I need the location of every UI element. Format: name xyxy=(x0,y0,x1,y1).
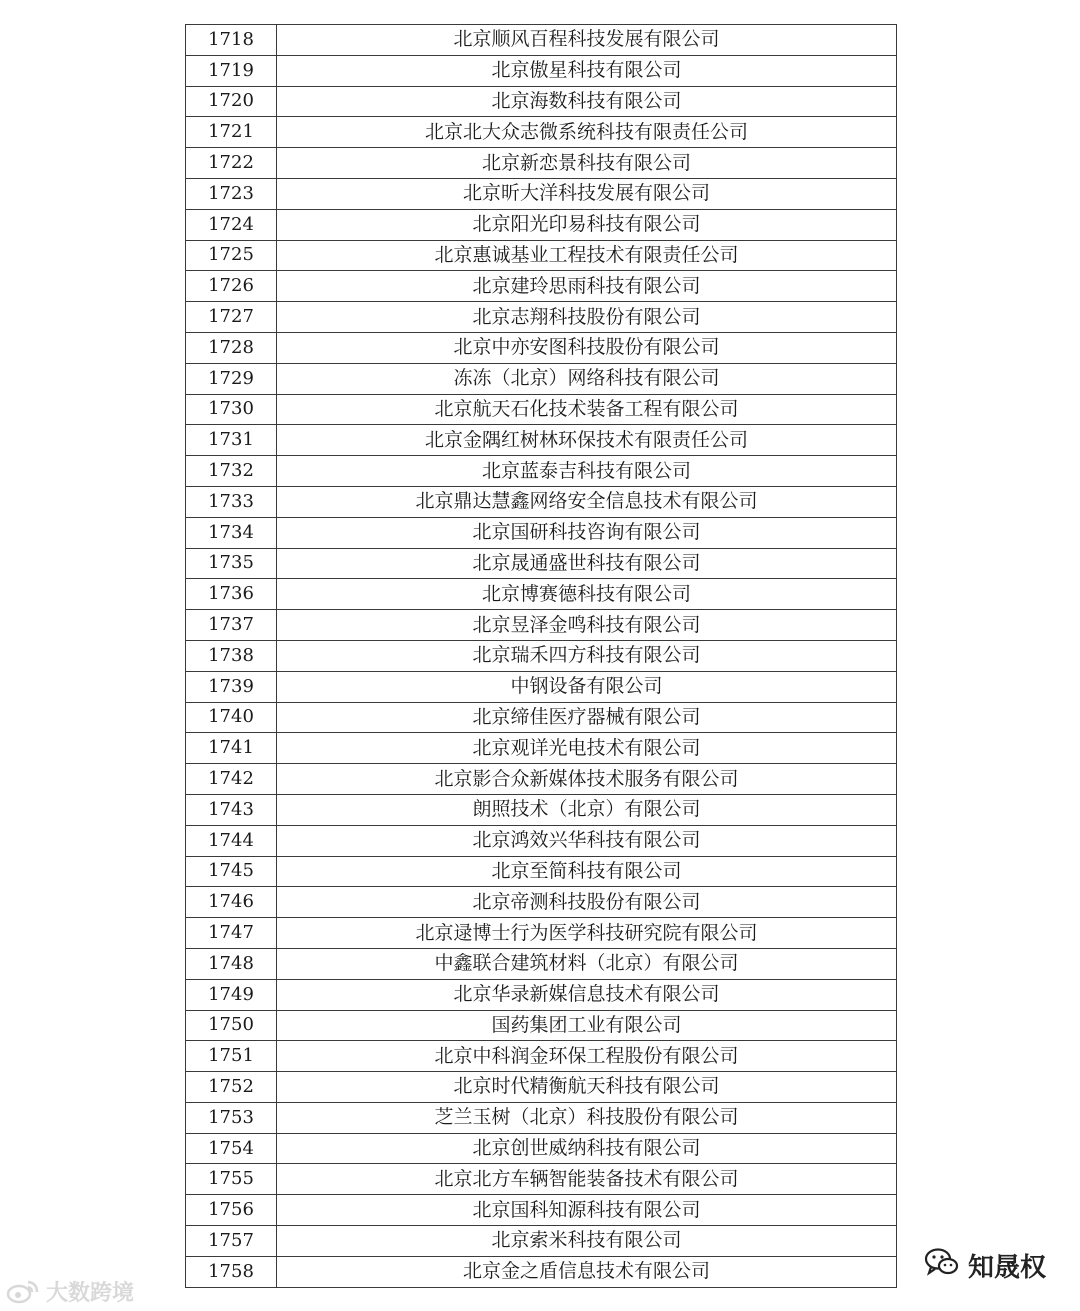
company-name-cell: 中钢设备有限公司 xyxy=(277,671,897,702)
company-name-cell: 北京阳光印易科技有限公司 xyxy=(277,209,897,240)
company-name-cell: 北京中科润金环保工程股份有限公司 xyxy=(277,1041,897,1072)
row-number-cell: 1736 xyxy=(186,579,277,610)
row-number-cell: 1737 xyxy=(186,610,277,641)
watermark-right xyxy=(924,1247,1046,1284)
table-row xyxy=(186,456,897,487)
row-number-cell: 1729 xyxy=(186,363,277,394)
table-row xyxy=(186,640,897,671)
company-name-cell: 北京至简科技有限公司 xyxy=(277,856,897,887)
table-row xyxy=(186,794,897,825)
row-number-cell: 1754 xyxy=(186,1133,277,1164)
table-row xyxy=(186,178,897,209)
company-name-cell: 中鑫联合建筑材料（北京）有限公司 xyxy=(277,948,897,979)
table-row xyxy=(186,394,897,425)
row-number-cell: 1738 xyxy=(186,640,277,671)
row-number-cell: 1741 xyxy=(186,733,277,764)
company-name-cell: 冻冻（北京）网络科技有限公司 xyxy=(277,363,897,394)
row-number-cell: 1747 xyxy=(186,918,277,949)
table-row xyxy=(186,1072,897,1103)
table-row xyxy=(186,240,897,271)
row-number-cell: 1755 xyxy=(186,1164,277,1195)
table-row xyxy=(186,1164,897,1195)
company-name-cell: 北京航天石化技术装备工程有限公司 xyxy=(277,394,897,425)
company-name-cell: 北京新恋景科技有限公司 xyxy=(277,148,897,179)
table-row xyxy=(186,856,897,887)
company-name-cell: 北京创世威纳科技有限公司 xyxy=(277,1133,897,1164)
table-row xyxy=(186,825,897,856)
table-row xyxy=(186,117,897,148)
table-row xyxy=(186,209,897,240)
row-number-cell: 1743 xyxy=(186,794,277,825)
wechat-logo-icon xyxy=(924,1247,960,1284)
watermark-right-text: 知晟权 xyxy=(968,1253,1047,1283)
table-row xyxy=(186,579,897,610)
table-row xyxy=(186,517,897,548)
row-number-cell: 1728 xyxy=(186,332,277,363)
row-number-cell: 1724 xyxy=(186,209,277,240)
row-number-cell: 1727 xyxy=(186,302,277,333)
company-name-cell: 北京金之盾信息技术有限公司 xyxy=(277,1256,897,1287)
row-number-cell: 1746 xyxy=(186,887,277,918)
watermark-left-text: 大数跨境 xyxy=(46,1281,135,1306)
company-name-cell: 北京影合众新媒体技术服务有限公司 xyxy=(277,764,897,795)
table-row xyxy=(186,302,897,333)
row-number-cell: 1731 xyxy=(186,425,277,456)
row-number-cell: 1721 xyxy=(186,117,277,148)
company-name-cell: 北京蓝泰吉科技有限公司 xyxy=(277,456,897,487)
row-number-cell: 1732 xyxy=(186,456,277,487)
company-name-cell: 北京北方车辆智能装备技术有限公司 xyxy=(277,1164,897,1195)
row-number-cell: 1757 xyxy=(186,1226,277,1257)
row-number-cell: 1718 xyxy=(186,25,277,56)
company-name-cell: 北京昱泽金鸣科技有限公司 xyxy=(277,610,897,641)
weibo-logo-icon xyxy=(6,1279,40,1305)
table-body xyxy=(186,25,897,1288)
company-name-cell: 国药集团工业有限公司 xyxy=(277,1010,897,1041)
table-row xyxy=(186,733,897,764)
table-row xyxy=(186,363,897,394)
company-name-cell: 北京昕大洋科技发展有限公司 xyxy=(277,178,897,209)
table-row xyxy=(186,948,897,979)
company-name-cell: 北京鼎达慧鑫网络安全信息技术有限公司 xyxy=(277,486,897,517)
row-number-cell: 1756 xyxy=(186,1195,277,1226)
company-name-cell: 北京国科知源科技有限公司 xyxy=(277,1195,897,1226)
row-number-cell: 1758 xyxy=(186,1256,277,1287)
row-number-cell: 1722 xyxy=(186,148,277,179)
table-row xyxy=(186,1041,897,1072)
table-row xyxy=(186,55,897,86)
company-name-cell: 北京惠诚基业工程技术有限责任公司 xyxy=(277,240,897,271)
company-list-table xyxy=(185,24,897,1288)
row-number-cell: 1745 xyxy=(186,856,277,887)
table-row xyxy=(186,25,897,56)
table-row xyxy=(186,1102,897,1133)
table-row xyxy=(186,148,897,179)
company-name-cell: 北京志翔科技股份有限公司 xyxy=(277,302,897,333)
company-name-cell: 北京时代精衡航天科技有限公司 xyxy=(277,1072,897,1103)
table-row xyxy=(186,86,897,117)
company-name-cell: 北京中亦安图科技股份有限公司 xyxy=(277,332,897,363)
company-name-cell: 北京晟通盛世科技有限公司 xyxy=(277,548,897,579)
table-row xyxy=(186,1256,897,1287)
table-row xyxy=(186,702,897,733)
company-name-cell: 北京博赛德科技有限公司 xyxy=(277,579,897,610)
row-number-cell: 1719 xyxy=(186,55,277,86)
row-number-cell: 1723 xyxy=(186,178,277,209)
table-row xyxy=(186,1133,897,1164)
company-name-cell: 北京顺风百程科技发展有限公司 xyxy=(277,25,897,56)
company-name-cell: 北京建玲思雨科技有限公司 xyxy=(277,271,897,302)
table-row xyxy=(186,610,897,641)
company-name-cell: 北京观详光电技术有限公司 xyxy=(277,733,897,764)
table-row xyxy=(186,1226,897,1257)
company-name-cell: 北京缔佳医疗器械有限公司 xyxy=(277,702,897,733)
row-number-cell: 1751 xyxy=(186,1041,277,1072)
row-number-cell: 1733 xyxy=(186,486,277,517)
row-number-cell: 1726 xyxy=(186,271,277,302)
table-row xyxy=(186,548,897,579)
company-name-cell: 北京逯博士行为医学科技研究院有限公司 xyxy=(277,918,897,949)
table-row xyxy=(186,486,897,517)
company-name-cell: 北京瑞禾四方科技有限公司 xyxy=(277,640,897,671)
row-number-cell: 1735 xyxy=(186,548,277,579)
company-name-cell: 北京国研科技咨询有限公司 xyxy=(277,517,897,548)
table-row xyxy=(186,425,897,456)
row-number-cell: 1744 xyxy=(186,825,277,856)
table-row xyxy=(186,332,897,363)
company-name-cell: 芝兰玉树（北京）科技股份有限公司 xyxy=(277,1102,897,1133)
table-row xyxy=(186,979,897,1010)
table-row xyxy=(186,1195,897,1226)
company-name-cell: 朗照技术（北京）有限公司 xyxy=(277,794,897,825)
company-name-cell: 北京傲星科技有限公司 xyxy=(277,55,897,86)
table-row xyxy=(186,671,897,702)
company-name-cell: 北京金隅红树林环保技术有限责任公司 xyxy=(277,425,897,456)
table-row xyxy=(186,918,897,949)
row-number-cell: 1742 xyxy=(186,764,277,795)
row-number-cell: 1750 xyxy=(186,1010,277,1041)
company-name-cell: 北京华录新媒信息技术有限公司 xyxy=(277,979,897,1010)
table-row xyxy=(186,271,897,302)
row-number-cell: 1749 xyxy=(186,979,277,1010)
row-number-cell: 1740 xyxy=(186,702,277,733)
row-number-cell: 1734 xyxy=(186,517,277,548)
table-row xyxy=(186,764,897,795)
row-number-cell: 1739 xyxy=(186,671,277,702)
row-number-cell: 1753 xyxy=(186,1102,277,1133)
company-name-cell: 北京北大众志微系统科技有限责任公司 xyxy=(277,117,897,148)
company-name-cell: 北京海数科技有限公司 xyxy=(277,86,897,117)
company-name-cell: 北京鸿效兴华科技有限公司 xyxy=(277,825,897,856)
row-number-cell: 1748 xyxy=(186,948,277,979)
table-row xyxy=(186,1010,897,1041)
company-name-cell: 北京帝测科技股份有限公司 xyxy=(277,887,897,918)
row-number-cell: 1720 xyxy=(186,86,277,117)
watermark-left xyxy=(6,1276,134,1307)
row-number-cell: 1752 xyxy=(186,1072,277,1103)
row-number-cell: 1725 xyxy=(186,240,277,271)
row-number-cell: 1730 xyxy=(186,394,277,425)
table-row xyxy=(186,887,897,918)
company-name-cell: 北京索米科技有限公司 xyxy=(277,1226,897,1257)
